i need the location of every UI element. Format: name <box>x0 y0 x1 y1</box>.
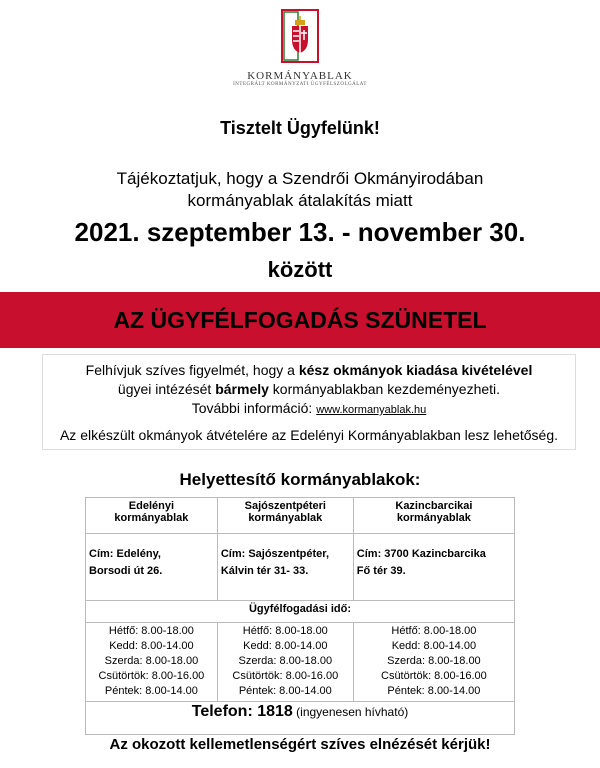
office-address-cell <box>86 534 218 601</box>
hours-line: Hétfő: 8.00-18.00 <box>108 625 194 637</box>
office-address: Cím: 3700 Kazincbarcika <box>356 548 486 560</box>
hours-cell <box>86 623 218 702</box>
office-name: kormányablak <box>248 512 323 524</box>
table-row <box>86 623 515 702</box>
phone-number: Telefon: 1818 <box>191 703 293 720</box>
hours-line: Péntek: 8.00-14.00 <box>238 685 332 697</box>
hours-cell <box>353 623 514 702</box>
office-name-cell <box>86 498 218 534</box>
table-row <box>86 498 515 534</box>
coat-of-arms-icon <box>280 8 320 64</box>
notice-line-3 <box>43 399 575 420</box>
office-name: Kazincbarcikai <box>395 500 473 512</box>
office-name-cell <box>217 498 353 534</box>
closure-banner <box>0 292 600 348</box>
office-name: kormányablak <box>396 512 471 524</box>
hours-line: Kedd: 8.00-14.00 <box>109 640 194 652</box>
office-name: Sajószentpéteri <box>244 500 326 512</box>
intro-line-1: Tájékoztatjuk, hogy a Szendrői Okmányirodában <box>116 169 484 188</box>
hours-line: Hétfő: 8.00-18.00 <box>242 625 328 637</box>
phone-cell <box>86 702 515 735</box>
offices-table <box>85 497 515 735</box>
notice-bold: bármely <box>215 381 269 397</box>
notice-box <box>42 354 576 450</box>
notice-text: kormányablakban kezdeményezheti. <box>268 381 501 397</box>
notice-line-1 <box>43 361 575 380</box>
website-link[interactable]: www.kormanyablak.hu <box>316 404 427 416</box>
intro-text <box>0 168 600 212</box>
hours-line: Csütörtök: 8.00-16.00 <box>381 670 487 682</box>
notice-text: Felhívjuk szíves figyelmét, hogy a <box>85 362 299 378</box>
office-address: Borsodi út 26. <box>89 565 163 577</box>
hours-line: Péntek: 8.00-14.00 <box>104 685 198 697</box>
hours-line: Hétfő: 8.00-18.00 <box>391 625 477 637</box>
greeting: Tisztelt Ügyfelünk! <box>220 118 380 138</box>
kormanyablak-logo <box>233 8 367 87</box>
between-word: között <box>267 257 333 282</box>
hours-cell <box>217 623 353 702</box>
offices-subtitle: Helyettesítő kormányablakok: <box>179 470 421 489</box>
office-address: Kálvin tér 31- 33. <box>220 565 309 577</box>
notice-line-4: Az elkészült okmányok átvételére az Edelényi Kormányablakban lesz lehetőség. <box>59 427 559 443</box>
hours-line: Szerda: 8.00-18.00 <box>104 655 199 667</box>
logo-name: KORMÁNYABLAK <box>247 70 353 82</box>
office-address-cell <box>217 534 353 601</box>
hours-line: Csütörtök: 8.00-16.00 <box>98 670 205 682</box>
intro-line-2: kormányablak átalakítás miatt <box>187 191 413 210</box>
hours-line: Péntek: 8.00-14.00 <box>387 685 481 697</box>
notice-line-2 <box>43 380 575 399</box>
banner-text: AZ ÜGYFÉLFOGADÁS SZÜNETEL <box>113 306 487 333</box>
table-row <box>86 601 515 623</box>
office-name-cell <box>353 498 514 534</box>
hours-title: Ügyfélfogadási idő: <box>86 601 515 623</box>
office-address: Cím: Edelény, <box>89 548 161 560</box>
hours-line: Szerda: 8.00-18.00 <box>238 655 333 667</box>
logo-subtitle: INTEGRÁLT KORMÁNYZATI ÜGYFÉLSZOLGÁLAT <box>233 82 367 87</box>
notice-bold: kész okmányok kiadása kivételével <box>298 362 533 378</box>
notice-text: További információ: <box>191 400 317 416</box>
hours-line: Kedd: 8.00-14.00 <box>243 640 328 652</box>
office-name: kormányablak <box>114 512 189 524</box>
notice-text: ügyei intézését <box>117 381 216 397</box>
hours-line: Szerda: 8.00-18.00 <box>387 655 481 667</box>
office-address: Cím: Sajószentpéter, <box>220 548 330 560</box>
office-name: Edelényi <box>128 500 175 512</box>
hours-line: Kedd: 8.00-14.00 <box>391 640 477 652</box>
phone-note: (ingyenesen hívható) <box>292 705 409 719</box>
office-address-cell <box>353 534 514 601</box>
hours-line: Csütörtök: 8.00-16.00 <box>232 670 339 682</box>
table-row <box>86 534 515 601</box>
closing-text: Az okozott kellemetlenségért szíves elnézését kérjük! <box>109 736 491 753</box>
table-row <box>86 702 515 735</box>
closure-dates: 2021. szeptember 13. - november 30. <box>74 217 526 247</box>
office-address: Fő tér 39. <box>356 565 406 577</box>
